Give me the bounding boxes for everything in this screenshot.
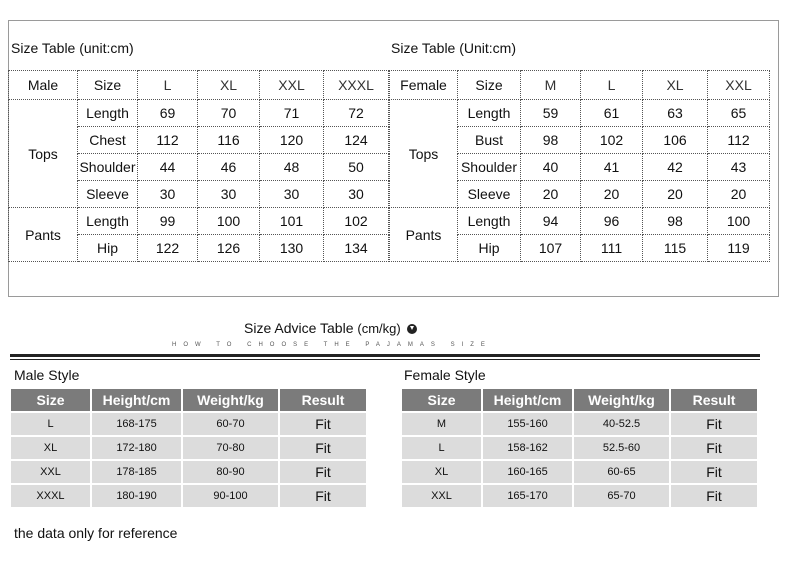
reference-note: the data only for reference xyxy=(14,525,178,541)
table-cell: 98 xyxy=(643,208,708,235)
column-header: Height/cm xyxy=(483,389,572,411)
table-cell: 41 xyxy=(581,154,643,181)
table-cell: 30 xyxy=(198,181,260,208)
table-cell: 130 xyxy=(260,235,324,262)
table-cell: 48 xyxy=(260,154,324,181)
table-cell: 44 xyxy=(138,154,198,181)
measure-label: Chest xyxy=(78,127,138,154)
table-cell: 65-70 xyxy=(574,485,669,507)
advice-title xyxy=(244,320,417,336)
table-cell: 165-170 xyxy=(483,485,572,507)
measure-label: Length xyxy=(78,100,138,127)
pants-label: Pants xyxy=(9,208,78,262)
table-cell: 168-175 xyxy=(92,413,181,435)
table-cell: Fit xyxy=(671,461,757,483)
column-header: Weight/kg xyxy=(574,389,669,411)
table-cell: Fit xyxy=(671,437,757,459)
table-cell: 94 xyxy=(521,208,581,235)
table-cell: 90-100 xyxy=(183,485,278,507)
female-style-title: Female Style xyxy=(404,367,486,383)
table-cell: 61 xyxy=(581,100,643,127)
table-cell: 20 xyxy=(643,181,708,208)
table-cell: 43 xyxy=(708,154,770,181)
table-cell: 119 xyxy=(708,235,770,262)
table-cell: 111 xyxy=(581,235,643,262)
table-row xyxy=(402,437,757,459)
advice-title-text: Size Advice Table xyxy=(244,320,354,336)
column-header: Size xyxy=(402,389,481,411)
size-column-header: M xyxy=(521,71,581,100)
table-cell: XXL xyxy=(11,461,90,483)
table-cell: 100 xyxy=(708,208,770,235)
measure-label: Sleeve xyxy=(78,181,138,208)
table-cell: 180-190 xyxy=(92,485,181,507)
table-cell: 59 xyxy=(521,100,581,127)
table-row xyxy=(390,100,770,127)
table-cell: 134 xyxy=(324,235,389,262)
table-cell: 178-185 xyxy=(92,461,181,483)
table-row xyxy=(390,208,770,235)
table-cell: 100 xyxy=(198,208,260,235)
measure-label: Length xyxy=(458,208,521,235)
measure-label: Hip xyxy=(458,235,521,262)
measure-label: Length xyxy=(458,100,521,127)
table-row xyxy=(9,100,389,127)
chevron-down-circle-icon xyxy=(407,324,417,334)
table-cell: M xyxy=(402,413,481,435)
advice-unit: (cm/kg) xyxy=(357,321,401,336)
column-header: Weight/kg xyxy=(183,389,278,411)
table-cell: 40-52.5 xyxy=(574,413,669,435)
table-cell: 98 xyxy=(521,127,581,154)
table-row xyxy=(11,437,366,459)
size-column-header: XL xyxy=(643,71,708,100)
table-row xyxy=(11,485,366,507)
table-cell: 42 xyxy=(643,154,708,181)
table-cell: 69 xyxy=(138,100,198,127)
table-cell: L xyxy=(402,437,481,459)
table-cell: 102 xyxy=(324,208,389,235)
table-cell: 30 xyxy=(138,181,198,208)
table-row xyxy=(11,461,366,483)
table-cell: 120 xyxy=(260,127,324,154)
table-cell: 20 xyxy=(521,181,581,208)
column-header: Result xyxy=(280,389,366,411)
table-cell: 63 xyxy=(643,100,708,127)
measure-label: Shoulder xyxy=(458,154,521,181)
table-row xyxy=(390,71,770,100)
table-cell: 172-180 xyxy=(92,437,181,459)
table-cell: Fit xyxy=(671,485,757,507)
size-column-header: XXL xyxy=(260,71,324,100)
divider xyxy=(10,359,760,360)
table-cell: 71 xyxy=(260,100,324,127)
measure-label: Shoulder xyxy=(78,154,138,181)
table-row xyxy=(402,485,757,507)
size-column-header: L xyxy=(138,71,198,100)
size-column-header: L xyxy=(581,71,643,100)
table-cell: 30 xyxy=(324,181,389,208)
table-cell: XL xyxy=(402,461,481,483)
table-cell: 115 xyxy=(643,235,708,262)
table-cell: Fit xyxy=(280,413,366,435)
table-cell: 72 xyxy=(324,100,389,127)
table-cell: XXXL xyxy=(11,485,90,507)
table-cell: 60-70 xyxy=(183,413,278,435)
table-cell: 96 xyxy=(581,208,643,235)
female-advice-table xyxy=(400,387,759,509)
table-cell: XXL xyxy=(402,485,481,507)
table-row xyxy=(402,413,757,435)
measure-label: Sleeve xyxy=(458,181,521,208)
table-cell: 50 xyxy=(324,154,389,181)
table-cell: 158-162 xyxy=(483,437,572,459)
pants-label: Pants xyxy=(390,208,458,262)
female-size-table xyxy=(389,70,770,262)
size-header: Size xyxy=(458,71,521,100)
table-cell: 80-90 xyxy=(183,461,278,483)
male-style-title: Male Style xyxy=(14,367,80,383)
table-row xyxy=(11,413,366,435)
table-cell: Fit xyxy=(280,461,366,483)
column-header: Height/cm xyxy=(92,389,181,411)
table-cell: 20 xyxy=(708,181,770,208)
table-cell: 70-80 xyxy=(183,437,278,459)
table-row xyxy=(9,71,389,100)
table-cell: 160-165 xyxy=(483,461,572,483)
male-size-table-title: Size Table (unit:cm) xyxy=(11,40,134,56)
table-cell: 102 xyxy=(581,127,643,154)
measure-label: Length xyxy=(78,208,138,235)
gender-label: Female xyxy=(390,71,458,100)
size-header: Size xyxy=(78,71,138,100)
table-row xyxy=(402,461,757,483)
table-cell: 101 xyxy=(260,208,324,235)
table-row xyxy=(9,208,389,235)
size-column-header: XL xyxy=(198,71,260,100)
table-cell: 65 xyxy=(708,100,770,127)
female-size-table-title: Size Table (Unit:cm) xyxy=(391,40,517,56)
table-header-row xyxy=(11,389,366,411)
column-header: Result xyxy=(671,389,757,411)
male-size-table xyxy=(8,70,389,262)
table-cell: 30 xyxy=(260,181,324,208)
table-cell: 106 xyxy=(643,127,708,154)
table-cell: Fit xyxy=(280,437,366,459)
tops-label: Tops xyxy=(390,100,458,208)
table-cell: 122 xyxy=(138,235,198,262)
advice-subtitle: HOW TO CHOOSE THE PAJAMAS SIZE xyxy=(172,342,492,348)
column-header: Size xyxy=(11,389,90,411)
table-cell: 52.5-60 xyxy=(574,437,669,459)
divider xyxy=(10,354,760,357)
male-advice-table xyxy=(9,387,368,509)
table-cell: 126 xyxy=(198,235,260,262)
table-cell: 107 xyxy=(521,235,581,262)
table-cell: Fit xyxy=(280,485,366,507)
table-cell: Fit xyxy=(671,413,757,435)
table-cell: 99 xyxy=(138,208,198,235)
table-cell: 46 xyxy=(198,154,260,181)
table-cell: 112 xyxy=(138,127,198,154)
measure-label: Hip xyxy=(78,235,138,262)
gender-label: Male xyxy=(9,71,78,100)
table-cell: 112 xyxy=(708,127,770,154)
size-column-header: XXXL xyxy=(324,71,389,100)
table-cell: XL xyxy=(11,437,90,459)
tops-label: Tops xyxy=(9,100,78,208)
measure-label: Bust xyxy=(458,127,521,154)
table-cell: 20 xyxy=(581,181,643,208)
table-header-row xyxy=(402,389,757,411)
table-cell: 124 xyxy=(324,127,389,154)
table-cell: 40 xyxy=(521,154,581,181)
table-cell: 116 xyxy=(198,127,260,154)
table-cell: 70 xyxy=(198,100,260,127)
size-column-header: XXL xyxy=(708,71,770,100)
table-cell: 155-160 xyxy=(483,413,572,435)
table-cell: 60-65 xyxy=(574,461,669,483)
table-cell: L xyxy=(11,413,90,435)
